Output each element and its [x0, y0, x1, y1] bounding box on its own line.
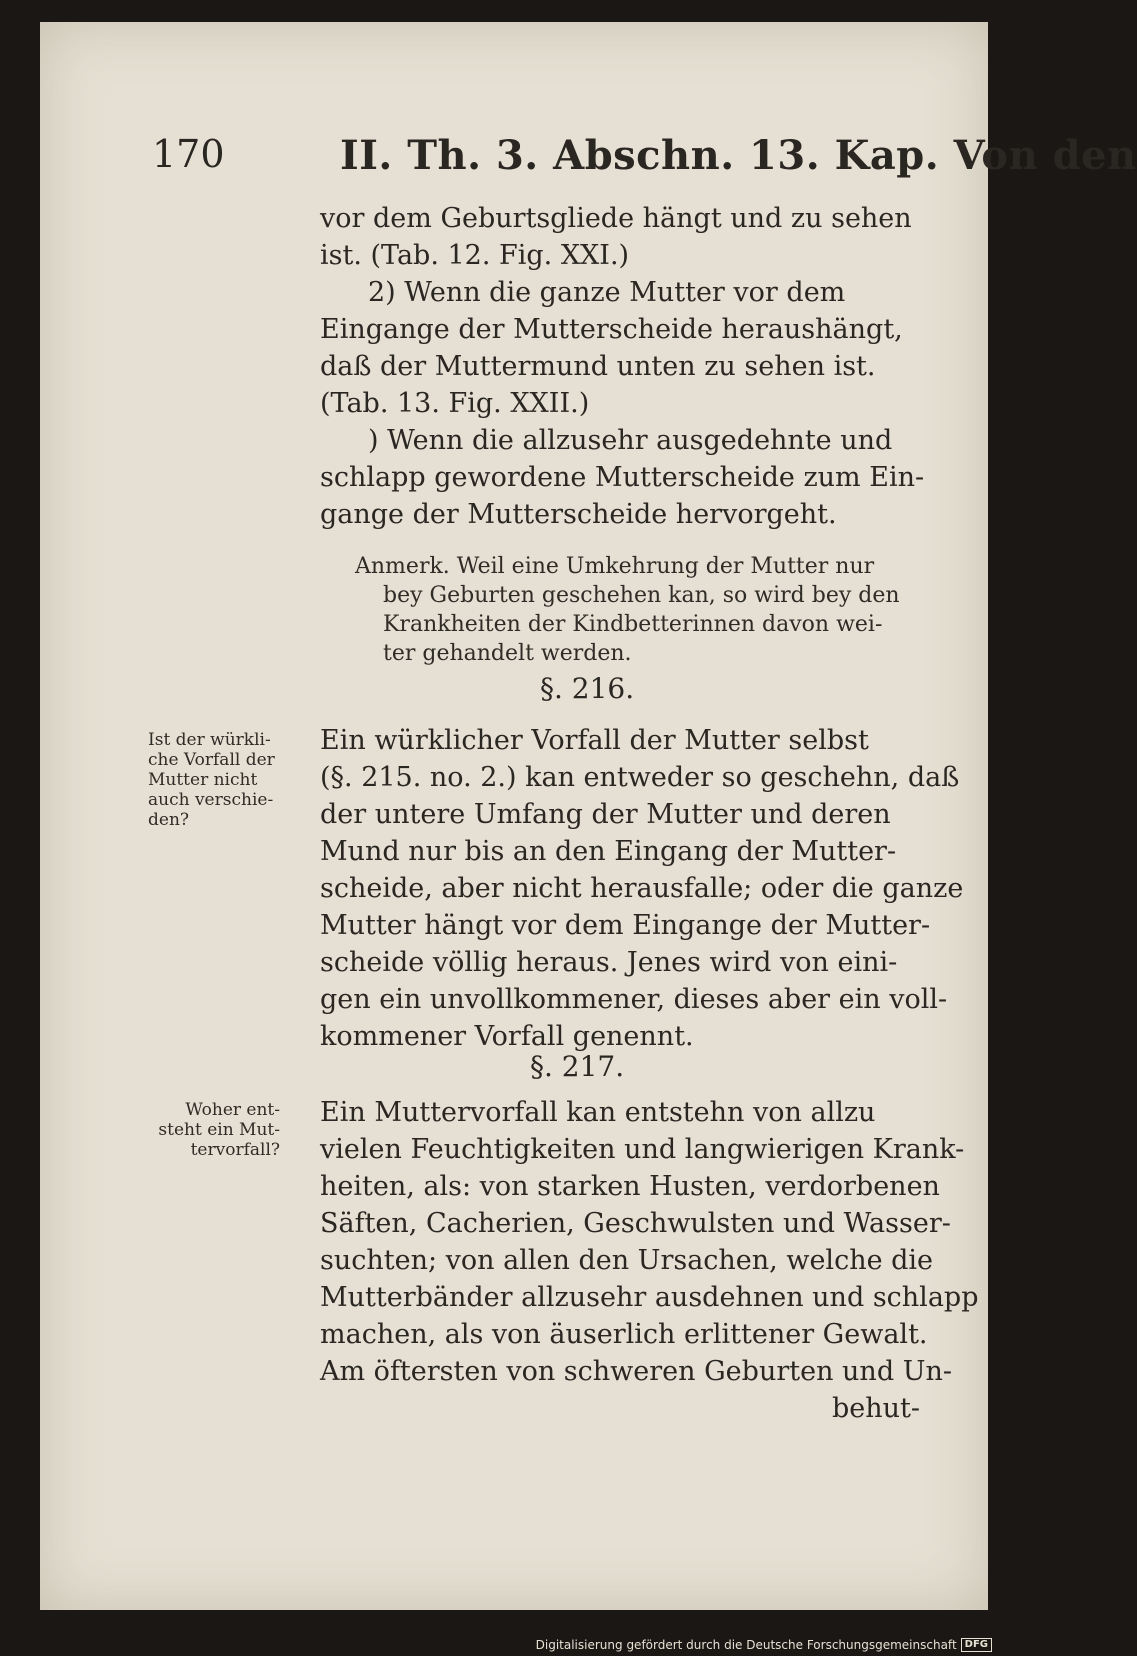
text-line: Säften, Cacherien, Geschwulsten und Wasser-	[320, 1208, 951, 1239]
anmerkung-note	[355, 552, 900, 668]
note-line: bey Geburten geschehen kan, so wird bey den	[383, 583, 900, 608]
text-line: scheide völlig heraus. Jenes wird von eini-	[320, 947, 898, 978]
margin-note-217	[140, 1100, 280, 1160]
book-page	[40, 22, 1137, 1610]
text-line: Mutterbänder allzusehr ausdehnen und schlapp	[320, 1282, 979, 1313]
text-line: 2) Wenn die ganze Mutter vor dem	[368, 277, 846, 308]
margin-note-line: Woher ent-	[185, 1100, 280, 1120]
dfg-logo: DFG	[961, 1638, 992, 1652]
text-line: Eingange der Mutterscheide heraushängt,	[320, 314, 903, 345]
note-line: ter gehandelt werden.	[383, 641, 632, 666]
text-line: (§. 215. no. 2.) kan entweder so geschehn, daß	[320, 762, 960, 793]
text-line: Ein Muttervorfall kan entstehn von allzu	[320, 1097, 876, 1128]
text-line: (Tab. 13. Fig. XXII.)	[320, 388, 590, 419]
section-216-body	[320, 722, 964, 1055]
text-line: schlapp gewordene Mutterscheide zum Ein-	[320, 462, 925, 493]
text-line: scheide, aber nicht herausfalle; oder die ganze	[320, 873, 964, 904]
text-line: kommener Vorfall genennt.	[320, 1021, 694, 1052]
text-line: gen ein unvollkommener, dieses aber ein voll-	[320, 984, 948, 1015]
section-217-body	[320, 1094, 979, 1427]
margin-note-line: auch verschie-	[148, 790, 274, 810]
text-line: ist. (Tab. 12. Fig. XXI.)	[320, 240, 630, 271]
page-number: 170	[152, 132, 225, 176]
footer-credit: Digitalisierung gefördert durch die Deutsche Forschungsgemeinschaft	[535, 1638, 957, 1652]
catchword: behut-	[831, 1393, 920, 1424]
text-line: ) Wenn die allzusehr ausgedehnte und	[368, 425, 893, 456]
margin-note-line: den?	[148, 810, 190, 830]
text-line: Am öftersten von schweren Geburten und Un-	[320, 1356, 952, 1387]
text-line: vor dem Geburtsgliede hängt und zu sehen	[320, 203, 912, 234]
text-line: Mund nur bis an den Eingang der Mutter-	[320, 836, 897, 867]
text-line: heiten, als: von starken Husten, verdorbenen	[320, 1171, 940, 1202]
digitization-footer	[0, 1634, 1000, 1656]
text-line: der untere Umfang der Mutter und deren	[320, 799, 891, 830]
text-line: daß der Muttermund unten zu sehen ist.	[320, 351, 876, 382]
note-line: Krankheiten der Kindbetterinnen davon wei-	[383, 612, 883, 637]
section-heading-217: §. 217.	[530, 1050, 625, 1083]
text-block-1	[320, 200, 925, 533]
text-line: machen, als von äuserlich erlittener Gewalt.	[320, 1319, 928, 1350]
text-line: gange der Mutterscheide hervorgeht.	[320, 499, 837, 530]
text-line: Ein würklicher Vorfall der Mutter selbst	[320, 725, 869, 756]
section-heading-216: §. 216.	[540, 672, 635, 705]
text-line: suchten; von allen den Ursachen, welche die	[320, 1245, 934, 1276]
note-line: Anmerk. Weil eine Umkehrung der Mutter nur	[355, 554, 875, 579]
running-head: II. Th. 3. Abschn. 13. Kap. Von den	[340, 132, 1137, 179]
margin-note-216	[148, 730, 275, 830]
text-line: Mutter hängt vor dem Eingange der Mutter-	[320, 910, 931, 941]
text-line: vielen Feuchtigkeiten und langwierigen Krank-	[320, 1134, 965, 1165]
margin-note-line: tervorfall?	[190, 1140, 280, 1160]
margin-note-line: Mutter nicht	[148, 770, 258, 790]
margin-note-line: Ist der würkli-	[148, 730, 271, 750]
margin-note-line: che Vorfall der	[148, 750, 275, 770]
margin-note-line: steht ein Mut-	[158, 1120, 280, 1140]
